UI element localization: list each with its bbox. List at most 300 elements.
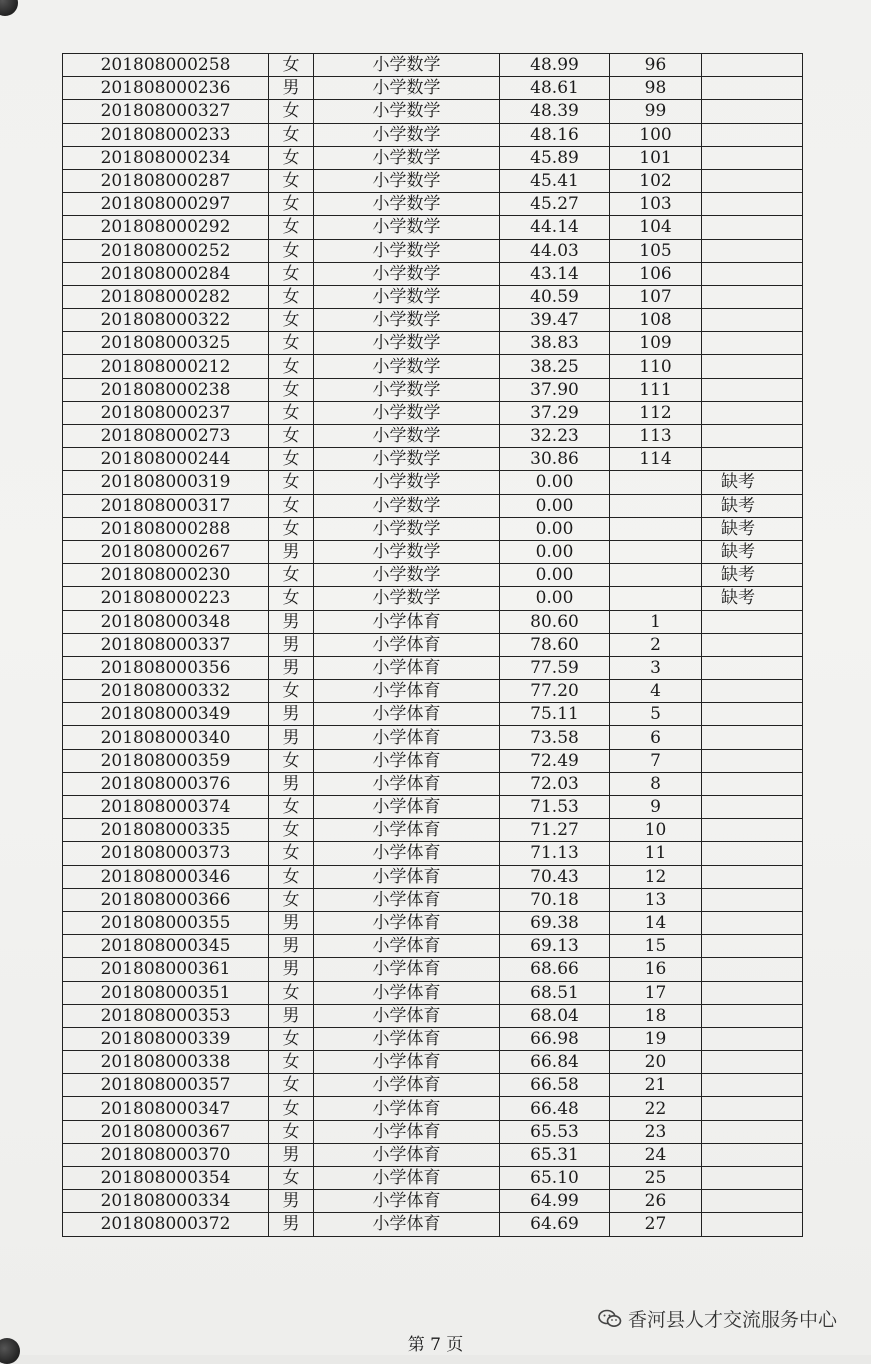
sex-cell: 女 [269,680,314,703]
candidate-id-cell: 201808000238 [63,378,269,401]
score-cell: 43.14 [500,262,610,285]
subject-cell: 小学数学 [314,146,500,169]
sex-cell: 女 [269,285,314,308]
table-row [63,564,803,587]
candidate-id-cell: 201808000337 [63,633,269,656]
sex-cell: 女 [269,564,314,587]
rank-cell: 23 [610,1120,702,1143]
sex-cell: 男 [269,1213,314,1236]
rank-cell: 112 [610,401,702,424]
subject-cell: 小学体育 [314,1051,500,1074]
note-cell [702,309,803,332]
table-row [63,169,803,192]
subject-cell: 小学数学 [314,448,500,471]
rank-cell [610,540,702,563]
sex-cell: 女 [269,1027,314,1050]
score-cell: 48.61 [500,77,610,100]
score-cell: 45.27 [500,193,610,216]
rank-cell: 111 [610,378,702,401]
score-cell: 48.16 [500,123,610,146]
score-cell: 66.84 [500,1051,610,1074]
candidate-id-cell: 201808000288 [63,517,269,540]
rank-cell: 106 [610,262,702,285]
candidate-id-cell: 201808000359 [63,749,269,772]
candidate-id-cell: 201808000376 [63,772,269,795]
candidate-id-cell: 201808000244 [63,448,269,471]
table-row [63,680,803,703]
candidate-id-cell: 201808000273 [63,425,269,448]
rank-cell: 3 [610,656,702,679]
score-cell: 72.03 [500,772,610,795]
score-cell: 48.99 [500,54,610,77]
table-row [63,772,803,795]
subject-cell: 小学数学 [314,471,500,494]
note-cell [702,703,803,726]
candidate-id-cell: 201808000374 [63,796,269,819]
score-cell: 48.39 [500,100,610,123]
rank-cell: 2 [610,633,702,656]
score-cell: 78.60 [500,633,610,656]
note-cell: 缺考 [702,564,803,587]
score-cell: 69.38 [500,911,610,934]
score-cell: 0.00 [500,564,610,587]
candidate-id-cell: 201808000322 [63,309,269,332]
table-row [63,1097,803,1120]
score-cell: 64.69 [500,1213,610,1236]
note-cell [702,1004,803,1027]
subject-cell: 小学体育 [314,1143,500,1166]
note-cell [702,1051,803,1074]
subject-cell: 小学体育 [314,726,500,749]
table-row [63,958,803,981]
candidate-id-cell: 201808000230 [63,564,269,587]
subject-cell: 小学体育 [314,656,500,679]
table-row [63,216,803,239]
rank-cell [610,494,702,517]
score-cell: 38.25 [500,355,610,378]
sex-cell: 女 [269,216,314,239]
table-row [63,494,803,517]
note-cell [702,819,803,842]
note-cell [702,981,803,1004]
subject-cell: 小学数学 [314,355,500,378]
table-row [63,819,803,842]
note-cell [702,842,803,865]
candidate-id-cell: 201808000356 [63,656,269,679]
rank-cell: 105 [610,239,702,262]
candidate-id-cell: 201808000373 [63,842,269,865]
note-cell [702,216,803,239]
rank-cell: 10 [610,819,702,842]
table-row [63,749,803,772]
sex-cell: 女 [269,193,314,216]
sex-cell: 女 [269,146,314,169]
rank-cell [610,587,702,610]
table-row [63,309,803,332]
table-row [63,981,803,1004]
table-row [63,123,803,146]
note-cell [702,401,803,424]
candidate-id-cell: 201808000212 [63,355,269,378]
note-cell [702,425,803,448]
score-cell: 68.04 [500,1004,610,1027]
sex-cell: 女 [269,749,314,772]
candidate-id-cell: 201808000345 [63,935,269,958]
subject-cell: 小学体育 [314,888,500,911]
table-row [63,935,803,958]
subject-cell: 小学体育 [314,703,500,726]
table-row [63,54,803,77]
note-cell [702,1143,803,1166]
table-row [63,610,803,633]
score-cell: 65.31 [500,1143,610,1166]
candidate-id-cell: 201808000317 [63,494,269,517]
rank-cell: 9 [610,796,702,819]
score-table [62,53,803,1237]
rank-cell: 11 [610,842,702,865]
page-number: 第 7 页 [407,1335,464,1355]
note-cell [702,911,803,934]
score-cell: 70.43 [500,865,610,888]
note-cell [702,123,803,146]
table-row [63,193,803,216]
table-row [63,425,803,448]
score-cell: 77.20 [500,680,610,703]
note-cell [702,680,803,703]
sex-cell: 男 [269,610,314,633]
rank-cell: 103 [610,193,702,216]
score-cell: 44.14 [500,216,610,239]
rank-cell: 16 [610,958,702,981]
candidate-id-cell: 201808000284 [63,262,269,285]
note-cell [702,610,803,633]
subject-cell: 小学数学 [314,216,500,239]
candidate-id-cell: 201808000348 [63,610,269,633]
sex-cell: 女 [269,332,314,355]
score-cell: 71.27 [500,819,610,842]
table-row [63,146,803,169]
rank-cell [610,471,702,494]
rank-cell: 7 [610,749,702,772]
sex-cell: 女 [269,425,314,448]
subject-cell: 小学体育 [314,935,500,958]
rank-cell [610,517,702,540]
table-row [63,865,803,888]
note-cell [702,935,803,958]
note-cell [702,332,803,355]
table-row [63,911,803,934]
sex-cell: 女 [269,1051,314,1074]
table-row [63,703,803,726]
subject-cell: 小学数学 [314,239,500,262]
candidate-id-cell: 201808000339 [63,1027,269,1050]
note-cell [702,77,803,100]
sex-cell: 女 [269,378,314,401]
note-cell: 缺考 [702,540,803,563]
note-cell [702,1027,803,1050]
subject-cell: 小学数学 [314,285,500,308]
note-cell [702,193,803,216]
table-row [63,1143,803,1166]
candidate-id-cell: 201808000327 [63,100,269,123]
sex-cell: 女 [269,842,314,865]
sex-cell: 女 [269,517,314,540]
candidate-id-cell: 201808000338 [63,1051,269,1074]
rank-cell: 109 [610,332,702,355]
score-cell: 65.53 [500,1120,610,1143]
candidate-id-cell: 201808000237 [63,401,269,424]
sex-cell: 男 [269,1004,314,1027]
rank-cell: 110 [610,355,702,378]
rank-cell: 27 [610,1213,702,1236]
subject-cell: 小学体育 [314,1213,500,1236]
punch-hole-top [0,0,18,16]
rank-cell: 21 [610,1074,702,1097]
subject-cell: 小学体育 [314,796,500,819]
candidate-id-cell: 201808000267 [63,540,269,563]
score-cell: 64.99 [500,1190,610,1213]
rank-cell: 1 [610,610,702,633]
score-cell: 75.11 [500,703,610,726]
sex-cell: 女 [269,494,314,517]
table-row [63,796,803,819]
table-row [63,239,803,262]
subject-cell: 小学数学 [314,54,500,77]
sex-cell: 男 [269,703,314,726]
note-cell: 缺考 [702,587,803,610]
candidate-id-cell: 201808000366 [63,888,269,911]
score-cell: 71.53 [500,796,610,819]
sex-cell: 女 [269,1120,314,1143]
candidate-id-cell: 201808000223 [63,587,269,610]
subject-cell: 小学数学 [314,401,500,424]
score-cell: 40.59 [500,285,610,308]
subject-cell: 小学数学 [314,169,500,192]
score-cell: 38.83 [500,332,610,355]
subject-cell: 小学体育 [314,981,500,1004]
score-cell: 71.13 [500,842,610,865]
subject-cell: 小学体育 [314,958,500,981]
rank-cell: 114 [610,448,702,471]
score-cell: 66.98 [500,1027,610,1050]
rank-cell: 24 [610,1143,702,1166]
note-cell [702,146,803,169]
note-cell [702,796,803,819]
score-cell: 73.58 [500,726,610,749]
score-cell: 44.03 [500,239,610,262]
candidate-id-cell: 201808000319 [63,471,269,494]
candidate-id-cell: 201808000354 [63,1167,269,1190]
note-cell [702,958,803,981]
sex-cell: 男 [269,958,314,981]
candidate-id-cell: 201808000325 [63,332,269,355]
sex-cell: 女 [269,1097,314,1120]
subject-cell: 小学体育 [314,680,500,703]
subject-cell: 小学数学 [314,332,500,355]
rank-cell: 104 [610,216,702,239]
candidate-id-cell: 201808000370 [63,1143,269,1166]
rank-cell: 14 [610,911,702,934]
rank-cell: 102 [610,169,702,192]
table-row [63,1027,803,1050]
note-cell [702,1074,803,1097]
candidate-id-cell: 201808000355 [63,911,269,934]
rank-cell: 4 [610,680,702,703]
subject-cell: 小学数学 [314,262,500,285]
candidate-id-cell: 201808000340 [63,726,269,749]
sex-cell: 女 [269,1074,314,1097]
note-cell [702,749,803,772]
note-cell [702,633,803,656]
candidate-id-cell: 201808000361 [63,958,269,981]
candidate-id-cell: 201808000292 [63,216,269,239]
table-row [63,1190,803,1213]
subject-cell: 小学数学 [314,587,500,610]
sex-cell: 女 [269,1167,314,1190]
candidate-id-cell: 201808000287 [63,169,269,192]
table-row [63,77,803,100]
table-row [63,355,803,378]
table-row [63,726,803,749]
score-cell: 72.49 [500,749,610,772]
sex-cell: 女 [269,981,314,1004]
table-row [63,1004,803,1027]
candidate-id-cell: 201808000349 [63,703,269,726]
rank-cell: 18 [610,1004,702,1027]
score-cell: 37.90 [500,378,610,401]
score-cell: 0.00 [500,517,610,540]
rank-cell: 17 [610,981,702,1004]
candidate-id-cell: 201808000347 [63,1097,269,1120]
candidate-id-cell: 201808000367 [63,1120,269,1143]
candidate-id-cell: 201808000258 [63,54,269,77]
sex-cell: 男 [269,540,314,563]
rank-cell: 12 [610,865,702,888]
candidate-id-cell: 201808000351 [63,981,269,1004]
note-cell: 缺考 [702,494,803,517]
watermark-text: 香河县人才交流服务中心 [628,1309,838,1331]
rank-cell: 113 [610,425,702,448]
table-row [63,262,803,285]
rank-cell: 8 [610,772,702,795]
score-table-body [63,54,803,1237]
subject-cell: 小学体育 [314,842,500,865]
table-row [63,378,803,401]
rank-cell: 99 [610,100,702,123]
score-cell: 39.47 [500,309,610,332]
subject-cell: 小学数学 [314,564,500,587]
subject-cell: 小学数学 [314,309,500,332]
sex-cell: 女 [269,123,314,146]
candidate-id-cell: 201808000335 [63,819,269,842]
sex-cell: 男 [269,772,314,795]
note-cell [702,169,803,192]
subject-cell: 小学数学 [314,425,500,448]
score-cell: 70.18 [500,888,610,911]
rank-cell: 19 [610,1027,702,1050]
subject-cell: 小学体育 [314,1120,500,1143]
rank-cell: 108 [610,309,702,332]
note-cell [702,1167,803,1190]
subject-cell: 小学数学 [314,77,500,100]
score-cell: 80.60 [500,610,610,633]
sex-cell: 女 [269,262,314,285]
table-row [63,1213,803,1236]
table-row [63,448,803,471]
table-row [63,842,803,865]
subject-cell: 小学数学 [314,193,500,216]
note-cell [702,888,803,911]
score-cell: 0.00 [500,587,610,610]
sex-cell: 女 [269,448,314,471]
rank-cell: 15 [610,935,702,958]
note-cell [702,865,803,888]
sex-cell: 女 [269,471,314,494]
subject-cell: 小学体育 [314,749,500,772]
sex-cell: 女 [269,100,314,123]
table-row [63,1074,803,1097]
subject-cell: 小学体育 [314,633,500,656]
score-cell: 30.86 [500,448,610,471]
note-cell [702,1213,803,1236]
rank-cell: 6 [610,726,702,749]
score-cell: 45.89 [500,146,610,169]
table-row [63,1167,803,1190]
candidate-id-cell: 201808000282 [63,285,269,308]
note-cell [702,285,803,308]
score-cell: 45.41 [500,169,610,192]
subject-cell: 小学数学 [314,494,500,517]
table-row [63,471,803,494]
note-cell [702,378,803,401]
candidate-id-cell: 201808000233 [63,123,269,146]
wechat-icon [598,1309,622,1329]
subject-cell: 小学体育 [314,1097,500,1120]
subject-cell: 小学体育 [314,772,500,795]
note-cell [702,1120,803,1143]
sex-cell: 女 [269,355,314,378]
table-row [63,401,803,424]
sex-cell: 男 [269,935,314,958]
sex-cell: 男 [269,77,314,100]
sex-cell: 女 [269,239,314,262]
sex-cell: 女 [269,888,314,911]
subject-cell: 小学体育 [314,1074,500,1097]
table-row [63,1051,803,1074]
rank-cell: 107 [610,285,702,308]
sex-cell: 男 [269,633,314,656]
sex-cell: 女 [269,309,314,332]
table-row [63,285,803,308]
sex-cell: 女 [269,587,314,610]
sex-cell: 女 [269,401,314,424]
score-cell: 68.51 [500,981,610,1004]
score-cell: 0.00 [500,494,610,517]
rank-cell [610,564,702,587]
rank-cell: 26 [610,1190,702,1213]
table-row [63,587,803,610]
watermark [598,1305,837,1332]
candidate-id-cell: 201808000372 [63,1213,269,1236]
sex-cell: 女 [269,54,314,77]
subject-cell: 小学数学 [314,100,500,123]
candidate-id-cell: 201808000332 [63,680,269,703]
note-cell [702,1190,803,1213]
subject-cell: 小学体育 [314,865,500,888]
subject-cell: 小学体育 [314,911,500,934]
subject-cell: 小学数学 [314,517,500,540]
rank-cell: 96 [610,54,702,77]
